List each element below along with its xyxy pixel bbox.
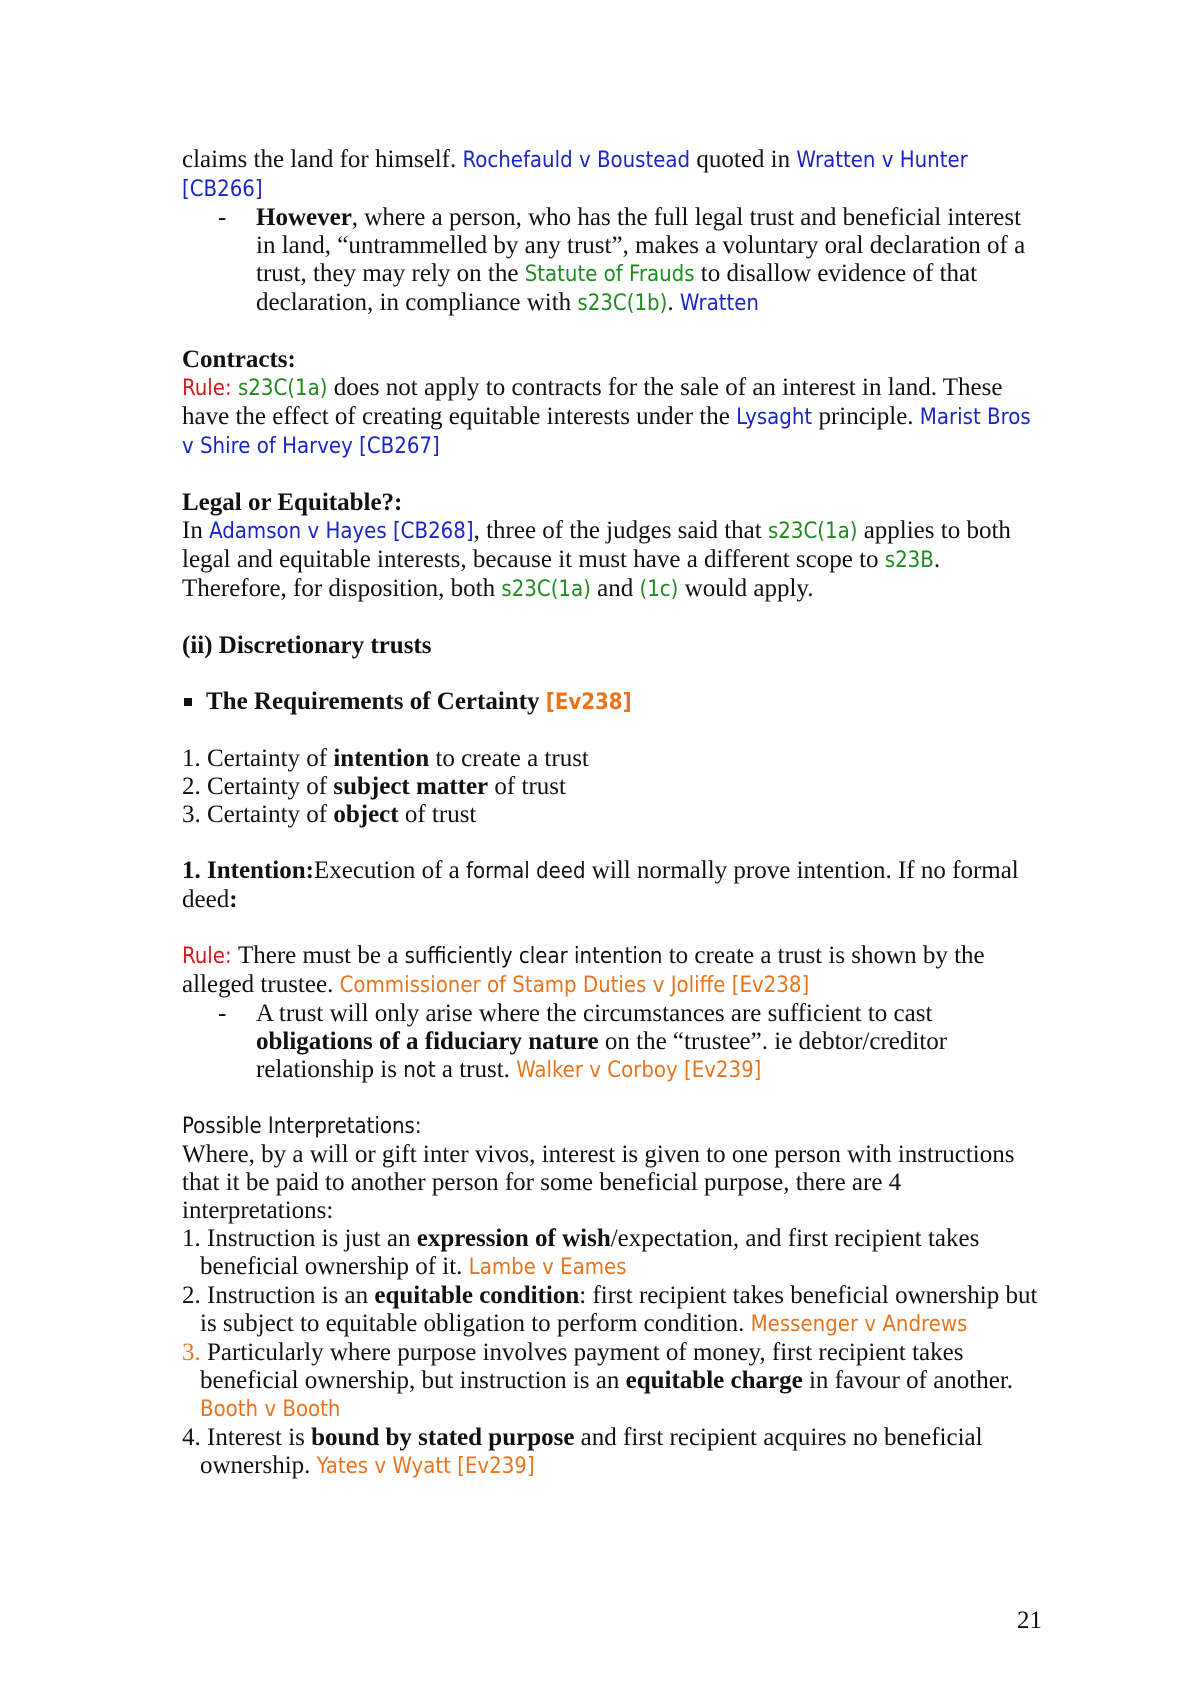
text: claims the land for himself.: [182, 146, 463, 173]
bold-term: 1. Intention:: [182, 857, 314, 884]
page-number: 21: [1017, 1607, 1042, 1634]
list-item: [182, 1339, 1042, 1424]
text: In: [182, 517, 210, 544]
heading-legal-or-equitable: [182, 489, 1042, 517]
page-content: [182, 146, 1042, 1481]
bold-term: expression of wish: [416, 1225, 611, 1252]
text: 1. Certainty of: [182, 745, 334, 772]
heading-contracts: [182, 346, 1042, 374]
text: applies to both legal and equitable interests, because it must have a different scope to: [182, 517, 1011, 573]
paragraph-interpretations-intro: Where, by a will or gift inter vivos, interest is given to one person with instructions that it be paid to another person for some beneficial purpose, there are 4 interpretations:: [182, 1141, 1015, 1224]
bold-term: bound by stated purpose: [311, 1424, 575, 1451]
bold-term: equitable charge: [625, 1367, 803, 1394]
paragraph-rule-intention: [182, 942, 1042, 1000]
text: on the “trustee”. ie debtor/creditor relationship is: [256, 1028, 948, 1083]
text: will normally prove intention. If no formal deed: [182, 857, 1019, 913]
square-bullet-icon: [184, 698, 192, 706]
list-item: [182, 773, 1042, 801]
text: 1. Instruction is just an: [182, 1225, 417, 1252]
emphasis-term: not: [403, 1058, 436, 1083]
dash-marker: -: [218, 1000, 227, 1027]
text: , three of the judges said that: [473, 517, 768, 544]
case-citation: [CB266]: [182, 177, 263, 202]
heading-possible-interpretations: Possible Interpretations:: [182, 1114, 422, 1139]
text: and: [590, 575, 640, 602]
case-reference: Walker v Corboy [Ev239]: [516, 1058, 762, 1083]
bold-term: However: [256, 204, 352, 231]
case-reference: Adamson v Hayes [CB268]: [209, 519, 474, 544]
bold-term: intention: [333, 745, 430, 772]
text: :: [229, 886, 238, 913]
text: 4. Interest is: [182, 1424, 312, 1451]
section-heading: Contracts:: [182, 346, 296, 373]
section-reference: s23C(1b): [577, 291, 668, 316]
rule-label: Rule:: [182, 376, 238, 401]
case-reference: Messenger v Andrews: [750, 1312, 968, 1337]
text: There must be a: [237, 942, 405, 969]
paragraph-intro: [182, 146, 1042, 204]
text: 2. Instruction is an: [182, 1282, 375, 1309]
text: to create a trust is shown by the alleged trustee.: [182, 942, 985, 998]
case-reference: Commissioner of Stamp Duties v Joliffe [Ev238]: [339, 973, 810, 998]
text: Particularly where purpose involves payment of money, first recipient takes beneficial ownership, but instruction is an: [200, 1339, 964, 1394]
text: would apply.: [678, 575, 814, 602]
paragraph-contracts: [182, 374, 1042, 461]
list-number: 3.: [182, 1339, 201, 1366]
section-heading: The Requirements of Certainty: [206, 688, 546, 715]
text: quoted in: [690, 146, 797, 173]
case-reference: Booth v Booth: [200, 1397, 341, 1422]
text: .: [667, 289, 680, 316]
case-citation: [Ev238]: [545, 690, 632, 715]
list-item: [182, 745, 1042, 773]
text: 2. Certainty of: [182, 773, 334, 800]
case-reference: Yates v Wyatt [Ev239]: [316, 1454, 535, 1479]
section-reference: (1c): [639, 577, 679, 602]
paragraph-intention: [182, 857, 1042, 914]
section-heading: Legal or Equitable?:: [182, 489, 403, 516]
case-reference: Marist Bros v Shire of Harvey [CB267]: [182, 405, 1031, 459]
dash-bullet-fiduciary: [182, 1000, 1042, 1085]
text: a trust.: [435, 1056, 517, 1083]
case-reference: Lambe v Eames: [468, 1255, 627, 1280]
list-item: [182, 801, 1042, 829]
text: and first recipient acquires no beneficial ownership.: [200, 1424, 983, 1479]
text: to create a trust: [429, 745, 589, 772]
text: /expectation, and first recipient takes beneficial ownership of it.: [200, 1225, 980, 1280]
list-item: [182, 1225, 1042, 1282]
section-reference: s23C(1a): [237, 376, 328, 401]
section-reference: s23B: [884, 548, 934, 573]
bold-term: subject matter: [333, 773, 489, 800]
dash-bullet-however: [182, 204, 1042, 318]
emphasis-term: formal deed: [466, 859, 586, 884]
dash-marker: -: [218, 204, 227, 231]
case-reference: Rochefauld v Boustead: [462, 148, 691, 173]
heading-discretionary-trusts: [182, 632, 1042, 660]
bold-term: object: [333, 801, 399, 828]
text: of trust: [488, 773, 566, 800]
case-reference: Wratten v Hunter: [796, 148, 968, 173]
text: , where a person, who has the full legal trust and beneficial interest in land, “untrammelled by any trust”, makes a voluntary oral declaration of a trust, they may rely on the: [256, 204, 1026, 287]
rule-label: Rule:: [182, 944, 238, 969]
text: in favour of another.: [802, 1367, 1014, 1394]
section-reference: s23C(1a): [501, 577, 591, 602]
text: to disallow evidence of that declaration, in compliance with: [256, 260, 978, 316]
list-item: [182, 1424, 1042, 1481]
list-item: [182, 1282, 1042, 1339]
text: does not apply to contracts for the sale of an interest in land. These have the effect of creating equitable interests under the: [182, 374, 1003, 430]
text: of trust: [398, 801, 477, 828]
text: 3. Certainty of: [182, 801, 334, 828]
bold-term: obligations of a fiduciary nature: [256, 1028, 599, 1055]
text: principle.: [812, 403, 920, 430]
bold-term: equitable condition: [374, 1282, 580, 1309]
text: : first recipient takes beneficial ownership but is subject to equitable obligation to perform condition.: [200, 1282, 1038, 1337]
section-reference: s23C(1a): [767, 519, 858, 544]
text: Execution of a: [313, 857, 466, 884]
text: A trust will only arise where the circumstances are sufficient to cast: [256, 1000, 933, 1027]
section-heading: (ii) Discretionary trusts: [182, 632, 432, 659]
square-bullet-certainty: [182, 688, 1042, 717]
case-reference: Lysaght: [736, 405, 813, 430]
paragraph-legal-or-equitable: [182, 517, 1042, 604]
case-reference: Wratten: [679, 291, 759, 316]
emphasis-term: sufficiently clear intention: [404, 944, 663, 969]
text: . Therefore, for disposition, both: [182, 546, 941, 602]
statute-reference: Statute of Frauds: [524, 262, 695, 287]
